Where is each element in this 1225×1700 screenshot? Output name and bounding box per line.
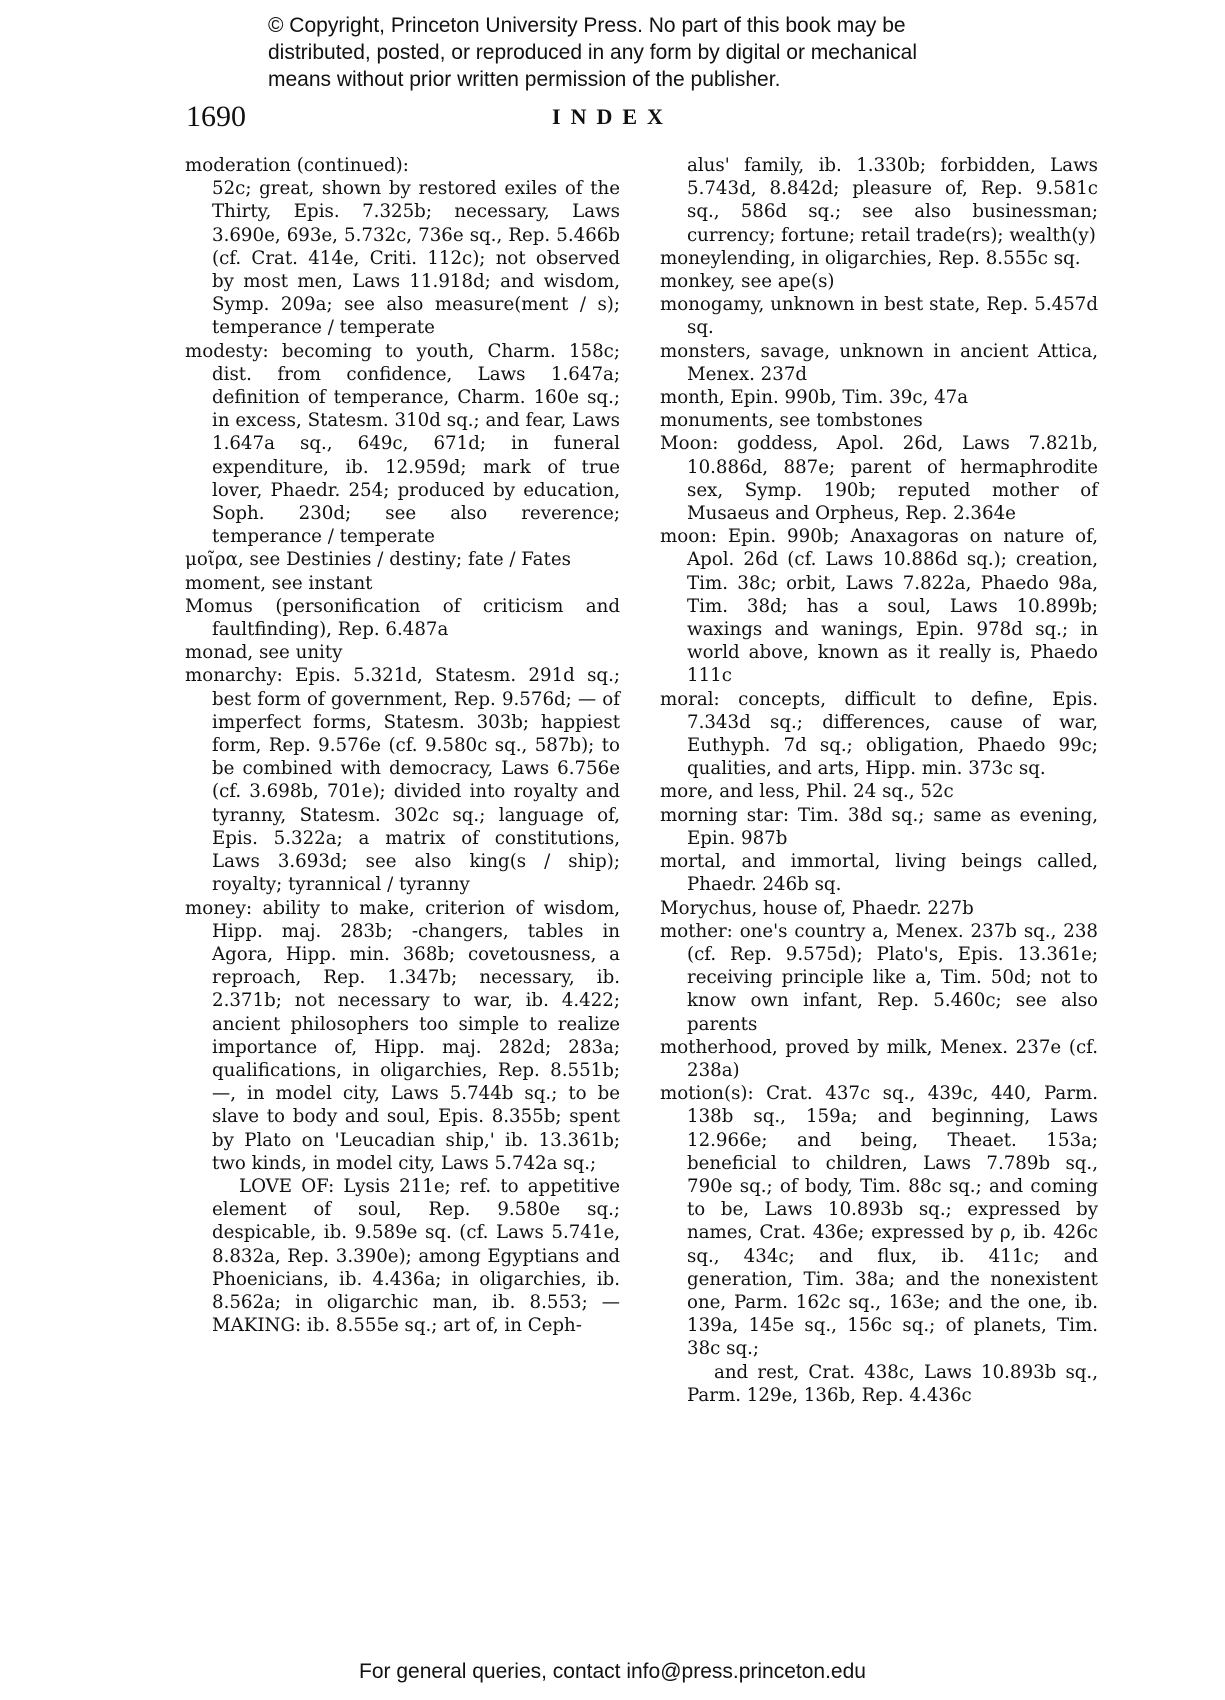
index-entry: morning star: Tim. 38d sq.; same as evening, Epin. 987b [660, 804, 1098, 849]
index-entry: mother: one's country a, Menex. 237b sq., 238 (cf. Rep. 9.575d); Plato's, Epis. 13.361e; receiving principle like a, Tim. 50d; not to know own infant, Rep. 5.460c; see also parents [660, 920, 1098, 1035]
index-entry: monad, see unity [185, 642, 343, 664]
index-entry: μοῖρα, see Destinies / destiny; fate / Fates [185, 549, 571, 571]
index-entry: monogamy, unknown in best state, Rep. 5.457d sq. [660, 294, 1098, 339]
index-entry: LOVE OF: Lysis 211e; ref. to appetitive element of soul, Rep. 9.580e sq.; despicable, ib. 9.589e sq. (cf. Laws 5.741e, 8.832a, Rep. 3.390e); among Egyptians and Phoenicians, ib. 4.436a; in oligarchies, ib. 8.562a; in oligarchic man, ib. 8.553; — MAKING: ib. 8.555e sq.; art of, in Ceph- [212, 1175, 620, 1337]
index-entry: monuments, see tombstones [660, 410, 923, 432]
index-entry: monsters, savage, unknown in ancient Attica, Menex. 237d [660, 340, 1098, 385]
index-entry: monarchy: Epis. 5.321d, Statesm. 291d sq.; best form of government, Rep. 9.576d; — of imperfect forms, Statesm. 303b; happiest form, Rep. 9.576e (cf. 9.580c sq., 587b); to be combined with democracy, Laws 6.756e (cf. 3.698b, 701e); divided into royalty and tyranny, Statesm. 302c sq.; language of, Epis. 5.322a; a matrix of constitutions, Laws 3.693d; see also king(s / ship); royalty; tyrannical / tyranny [185, 665, 620, 896]
copyright-line-1: © Copyright, Princeton University Press. No part of this book may be [268, 14, 906, 37]
index-entry: motherhood, proved by milk, Menex. 237e (cf. 238a) [660, 1036, 1098, 1081]
index-entry: moment, see instant [185, 572, 373, 594]
index-entry: money: ability to make, criterion of wisdom, Hipp. maj. 283b; -changers, tables in Agora, Hipp. min. 368b; covetousness, a reproach, Rep. 1.347b; necessary, ib. 2.371b; not necessary to war, ib. 4.422; ancient philosophers too simple to realize importance of, Hipp. maj. 282d; 283a; qualifications, in oligarchies, Rep. 8.551b; —, in model city, Laws 5.744b sq.; to be slave to body and soul, Epis. 8.355b; spent by Plato on 'Leucadian ship,' ib. 13.361b; two kinds, in model city, Laws 5.742a sq.; [185, 897, 620, 1174]
copyright-notice [268, 12, 1028, 93]
running-head: INDEX [552, 104, 673, 129]
index-entry: moneylending, in oligarchies, Rep. 8.555c sq. [660, 247, 1081, 269]
index-entry: 52c; great, shown by restored exiles of the Thirty, Epis. 7.325b; necessary, Laws 3.690e, 693e, 5.732c, 736e sq., Rep. 5.466b (cf. Crat. 414e, Criti. 112c); not observed by most men, Laws 11.918d; and wisdom, Symp. 209a; see also measure(ment / s); temperance / temperate [212, 178, 620, 339]
copyright-line-2: distributed, posted, or reproduced in any form by digital or mechanical [268, 41, 918, 64]
index-entry: Morychus, house of, Phaedr. 227b [660, 897, 974, 919]
index-entry: Moon: goddess, Apol. 26d, Laws 7.821b, 10.886d, 887e; parent of hermaphrodite sex, Symp. 190b; reputed mother of Musaeus and Orpheus, Rep. 2.364e [660, 433, 1098, 525]
index-entry: motion(s): Crat. 437c sq., 439c, 440, Parm. 138b sq., 159a; and beginning, Laws 12.966e; and being, Theaet. 153a; beneficial to children, Laws 7.789b sq., 790e sq.; of body, Tim. 88c sq.; and coming to be, Laws 10.893b sq.; expressed by names, Crat. 436e; expressed by ρ, ib. 426c sq., 434c; and flux, ib. 411c; and generation, Tim. 38a; and the nonexistent one, Parm. 162c sq., 163e; and the one, ib. 139a, 145e sq., 156c sq.; of planets, Tim. 38c sq.; [660, 1083, 1098, 1360]
index-column-left [185, 154, 620, 1337]
index-entry: moon: Epin. 990b; Anaxagoras on nature of, Apol. 26d (cf. Laws 10.886d sq.); creation, Tim. 38c; orbit, Laws 7.822a, Phaedo 98a, Tim. 38d; has a soul, Laws 10.899b; waxings and wanings, Epin. 978d sq.; in world above, known as it really is, Phaedo 111c [660, 526, 1098, 687]
index-entry: Momus (personification of criticism and faultfinding), Rep. 6.487a [185, 595, 620, 641]
copyright-line-3: means without prior written permission of the publisher. [268, 68, 781, 91]
index-entry: alus' family, ib. 1.330b; forbidden, Laws 5.743d, 8.842d; pleasure of, Rep. 9.581c sq., 586d sq.; see also businessman; currency; fortune; retail trade(rs); wealth(y) [687, 155, 1098, 246]
index-entry: moderation (continued): [185, 155, 409, 176]
footer-contact: For general queries, contact info@press.princeton.edu [359, 1660, 866, 1683]
index-entry: mortal, and immortal, living beings called, Phaedr. 246b sq. [660, 851, 1098, 896]
index-entry: moral: concepts, difficult to define, Epis. 7.343d sq.; differences, cause of war, Euthyph. 7d sq.; obligation, Phaedo 99c; qualities, and arts, Hipp. min. 373c sq. [660, 688, 1098, 780]
index-entry: more, and less, Phil. 24 sq., 52c [660, 781, 954, 803]
index-entry: monkey, see ape(s) [660, 271, 835, 293]
index-entry: modesty: becoming to youth, Charm. 158c; dist. from confidence, Laws 1.647a; definition of temperance, Charm. 160e sq.; in excess, Statesm. 310d sq.; and fear, Laws 1.647a sq., 649c, 671d; in funeral expenditure, ib. 12.959d; mark of true lover, Phaedr. 254; produced by education, Soph. 230d; see also reverence; temperance / temperate [185, 340, 620, 548]
index-entry: and rest, Crat. 438c, Laws 10.893b sq., Parm. 129e, 136b, Rep. 4.436c [687, 1361, 1098, 1406]
index-entry: month, Epin. 990b, Tim. 39c, 47a [660, 387, 969, 409]
page-number: 1690 [186, 100, 246, 133]
index-column-right [660, 154, 1098, 1407]
